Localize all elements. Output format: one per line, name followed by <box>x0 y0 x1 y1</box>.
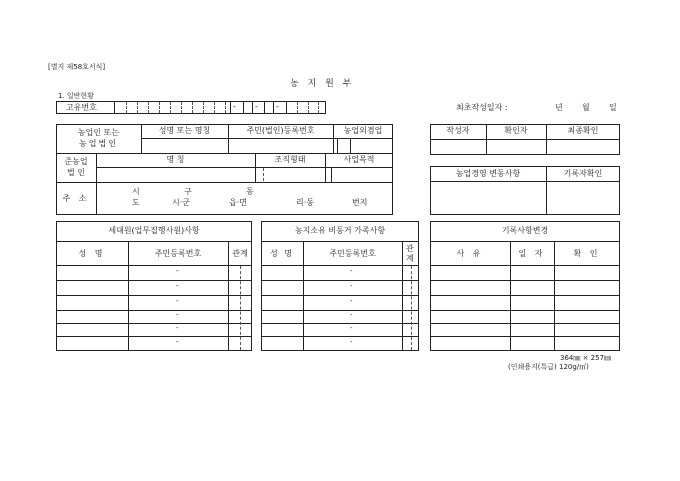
owner-reg-header: 주민(법인)등록번호 <box>246 126 315 135</box>
owner-name-field[interactable] <box>142 139 227 152</box>
paper-spec: (인쇄용지(특급) 120g/㎡) <box>508 363 589 371</box>
household-rel-header: 관계 <box>232 249 248 258</box>
nonresident-row-dash: - <box>350 338 353 346</box>
quasi-label-line2: 법 인 <box>67 168 85 177</box>
household-row-dash: - <box>176 311 179 319</box>
month-unit: 월 <box>582 103 590 112</box>
unique-number-dash: - <box>276 102 279 111</box>
quasi-name-header: 명 칭 <box>166 155 185 164</box>
address-sigun: 시·군 <box>172 198 190 207</box>
section-title: 1. 일반현황 <box>58 92 94 100</box>
household-reg-header: 주민등록번호 <box>154 249 202 258</box>
address-do: 도 <box>132 198 140 207</box>
owner-label-line2: 농업법인 <box>79 139 118 148</box>
nonresident-title: 농지소유 비동거 가족사항 <box>294 226 386 235</box>
owner-experience-field[interactable] <box>351 139 392 152</box>
date-header: 일 자 <box>518 249 546 258</box>
nonresident-name-header: 성 명 <box>270 249 294 258</box>
form-code: [별지 제58호서식] <box>48 63 106 71</box>
household-row-dash: - <box>176 324 179 332</box>
household-row-dash: - <box>176 282 179 290</box>
verifier-header: 확인자 <box>504 126 528 135</box>
nonresident-row-dash: - <box>350 297 353 305</box>
owner-reg-field[interactable] <box>229 139 332 152</box>
writer-header: 작성자 <box>446 126 470 135</box>
paper-size: 364㎜ × 257㎜ <box>560 354 612 362</box>
owner-name-header: 성명 또는 명칭 <box>158 126 211 135</box>
owner-experience-header: 농업외겸업 <box>343 126 383 135</box>
nonresident-reg-header: 주민등록번호 <box>329 249 376 258</box>
first-date-label: 최초작성일자 : <box>456 103 508 112</box>
household-row-dash: - <box>176 338 179 346</box>
nonresident-row-dash: - <box>350 267 353 275</box>
address-si: 시 <box>132 187 140 196</box>
unique-number-dash: - <box>255 102 258 111</box>
address-eupmyeon: 읍·면 <box>229 198 247 207</box>
household-row-dash: - <box>176 267 179 275</box>
quasi-name-field[interactable] <box>97 168 254 181</box>
quasi-org-header: 조직형태 <box>274 155 306 164</box>
address-label: 주 소 <box>62 194 90 203</box>
household-row-dash: - <box>176 297 179 305</box>
page-title: 농 지 원 부 <box>290 79 355 89</box>
quasi-purpose-field[interactable] <box>332 168 392 181</box>
quasi-org-field[interactable] <box>264 168 324 181</box>
record-changes-title: 기록사항변경 <box>501 226 549 235</box>
quasi-purpose-header: 사업목적 <box>343 155 375 164</box>
nonresident-row-dash: - <box>350 324 353 332</box>
nonresident-row-dash: - <box>350 311 353 319</box>
management-change-header: 농업경영 변동사항 <box>455 169 521 178</box>
unique-number-label: 고유번호 <box>66 103 97 112</box>
address-beonji: 번지 <box>352 198 368 207</box>
unique-number-dash: - <box>233 102 236 111</box>
address-dong: 동 <box>246 187 254 196</box>
address-ridong: 리·동 <box>296 198 314 207</box>
owner-label-line1: 농업인 또는 <box>77 128 120 137</box>
final-header: 최종확인 <box>567 126 599 135</box>
household-title: 세대원(업무집행사원)사항 <box>108 226 200 235</box>
household-name-header: 성 명 <box>78 249 106 258</box>
nonresident-rel-header: 관계 <box>406 244 414 263</box>
year-unit: 년 <box>555 103 563 112</box>
nonresident-row-dash: - <box>350 282 353 290</box>
address-gu: 구 <box>184 187 192 196</box>
confirm-header: 확 인 <box>573 249 601 258</box>
reason-header: 사 유 <box>456 249 484 258</box>
recorder-confirm-header: 기록자확인 <box>563 169 603 178</box>
quasi-label-line1: 준농업 <box>64 157 88 166</box>
day-unit: 일 <box>609 103 617 112</box>
